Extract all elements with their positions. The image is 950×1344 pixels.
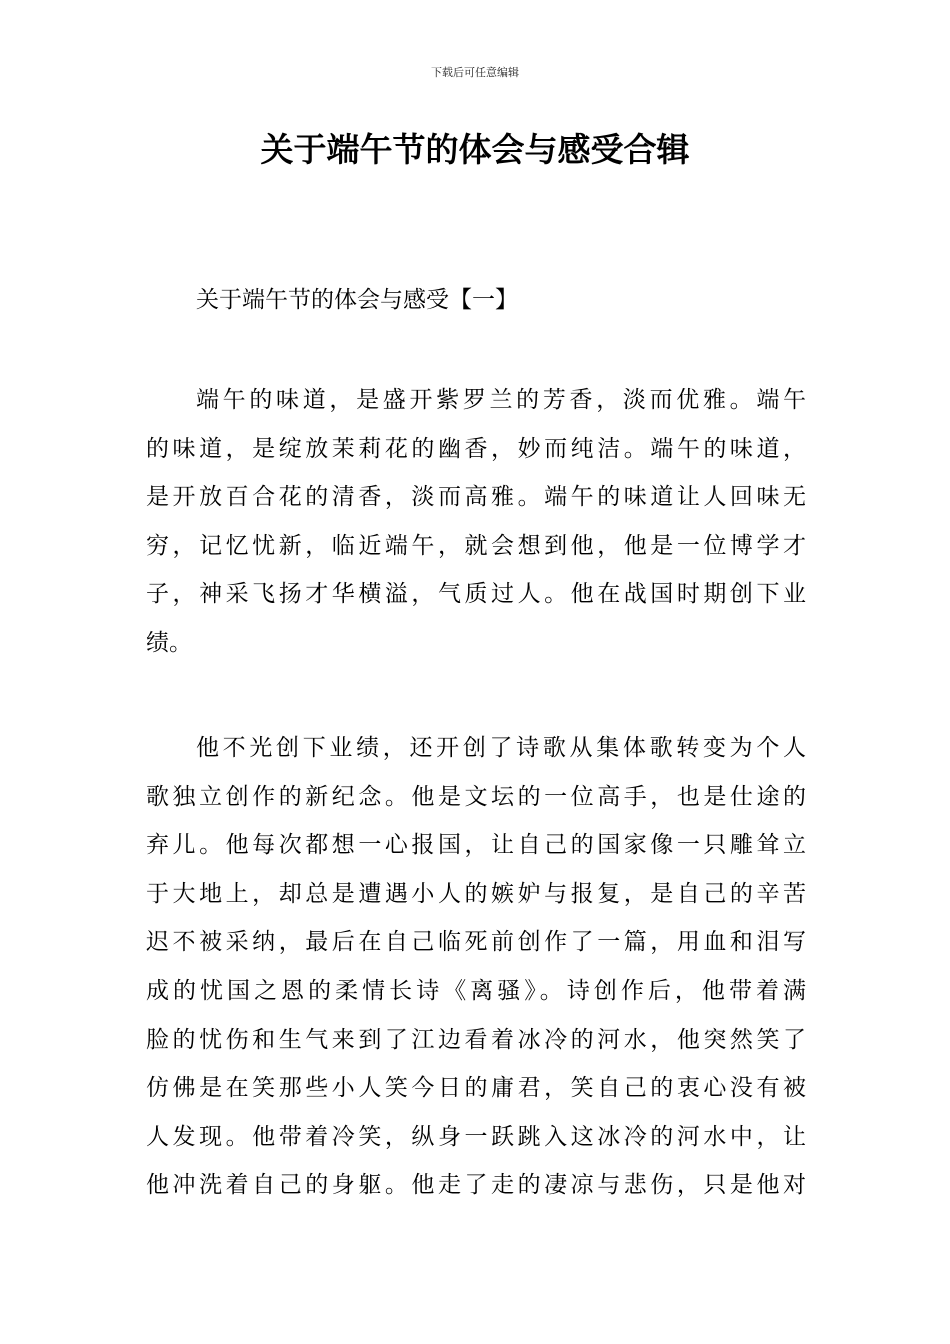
paragraph-line: 弃儿。他每次都想一心报国，让自己的国家像一只雕耸立 xyxy=(146,832,806,859)
paragraph-line: 于大地上，却总是遭遇小人的嫉妒与报复，是自己的辛苦 xyxy=(146,880,806,907)
paragraph-line: 歌独立创作的新纪念。他是文坛的一位高手，也是仕途的 xyxy=(146,783,806,810)
paragraph-line: 端午的味道，是盛开紫罗兰的芳香，淡而优雅。端午 xyxy=(196,387,806,413)
paragraph-1 xyxy=(146,376,806,668)
paragraph-line: 绩。 xyxy=(146,629,192,656)
paragraph-line: 脸的忧伤和生气来到了江边看着冰冷的河水，他突然笑了 xyxy=(146,1026,806,1053)
paragraph-line: 子，神采飞扬才华横溢，气质过人。他在战国时期创下业 xyxy=(146,581,806,608)
paragraph-line: 的味道，是绽放茉莉花的幽香，妙而纯洁。端午的味道， xyxy=(146,435,806,462)
paragraph-2 xyxy=(146,724,806,1210)
paragraph-line: 穷，记忆忧新，临近端午，就会想到他，他是一位博学才 xyxy=(146,532,806,559)
paragraph-line: 仿佛是在笑那些小人笑今日的庸君，笑自己的衷心没有被 xyxy=(146,1075,806,1102)
paragraph-line: 成的忧国之恩的柔情长诗《离骚》。诗创作后，他带着满 xyxy=(146,977,806,1004)
paragraph-line: 他冲洗着自己的身躯。他走了走的凄凉与悲伤，只是他对 xyxy=(146,1172,806,1199)
section-heading: 关于端午节的体会与感受【一】 xyxy=(196,287,518,313)
paragraph-line: 是开放百合花的清香，淡而高雅。端午的味道让人回味无 xyxy=(146,484,806,511)
paragraph-line: 迟不被采纳，最后在自己临死前创作了一篇，用血和泪写 xyxy=(146,929,806,956)
document-title: 关于端午节的体会与感受合辑 xyxy=(260,130,690,169)
paragraph-line: 人发现。他带着冷笑，纵身一跃跳入这冰冷的河水中，让 xyxy=(146,1123,806,1150)
header-note: 下载后可任意编辑 xyxy=(431,66,519,79)
paragraph-line: 他不光创下业绩，还开创了诗歌从集体歌转变为个人 xyxy=(196,735,806,761)
